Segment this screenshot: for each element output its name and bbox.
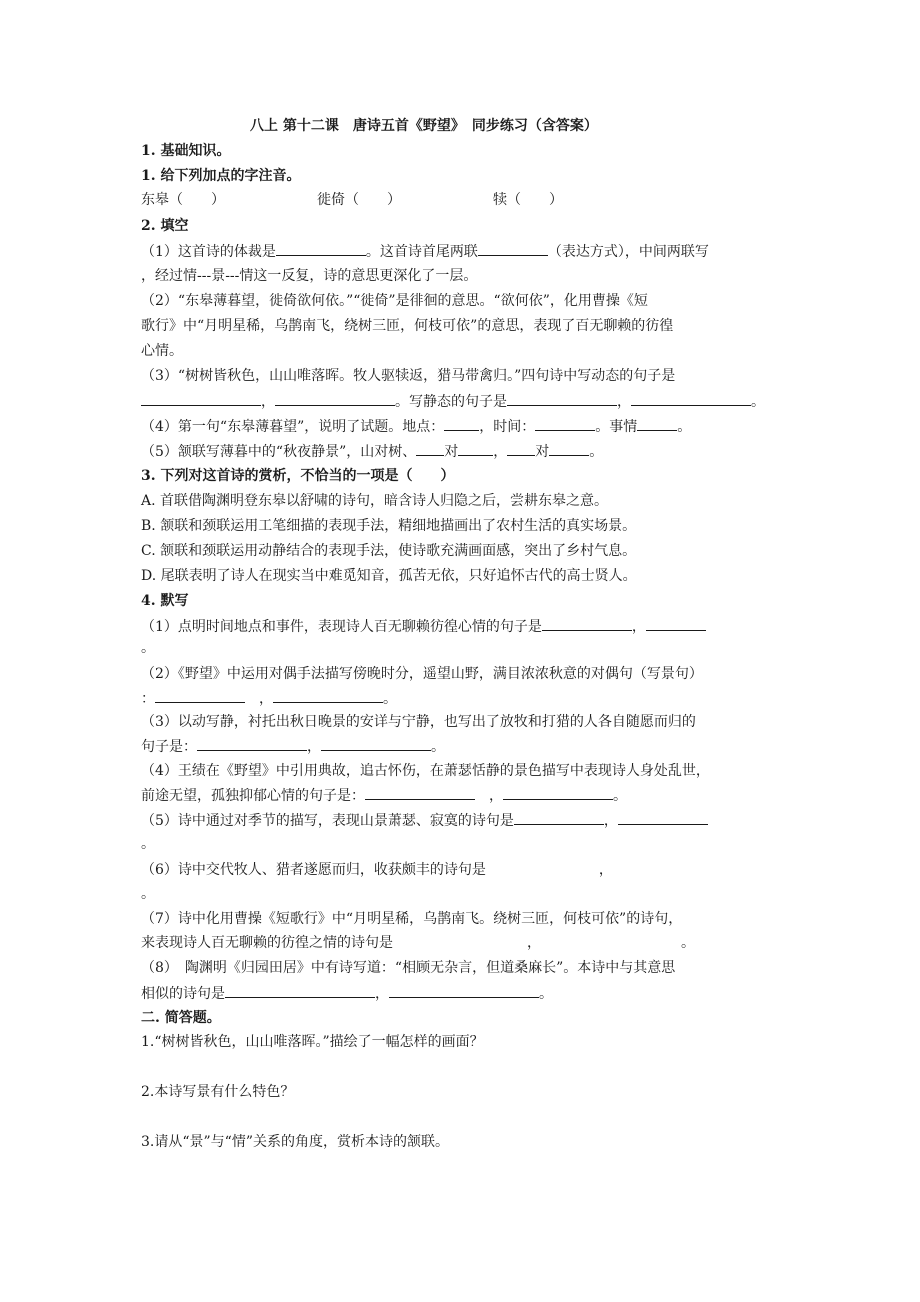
recite-5-end: 。 — [141, 836, 155, 852]
recite-4a: （4）王绩在《野望》中引用典故，追古怀伤，在萧瑟恬静的景色描写中表现诗人身处乱世， — [141, 763, 710, 779]
question-1-heading: 1. 给下列加点的字注音。 — [141, 168, 301, 184]
blank[interactable] — [507, 391, 617, 406]
short-question-2: 2.本诗写景有什么特色？ — [141, 1084, 295, 1100]
blank[interactable] — [549, 441, 589, 456]
pinyin-item-du: 犊（ ） — [493, 192, 563, 208]
blank[interactable] — [637, 416, 677, 431]
pinyin-item-donggao: 东皋（ ） — [141, 192, 225, 208]
fill-line-2a: （2）“东皋薄暮望，徙倚欲何依。”“徙倚”是徘徊的意思。“欲何依”，化用曹操《短 — [141, 293, 648, 309]
option-b[interactable]: B. 颔联和颈联运用工笔细描的表现手法，精细地描画出了农村生活的真实场景。 — [141, 518, 637, 534]
recite-3a: （3）以动写静，衬托出秋日晚景的安详与宁静，也写出了放牧和打猎的人各自随愿而归的 — [141, 714, 696, 730]
blank[interactable] — [514, 810, 604, 825]
pinyin-item-xiyi: 徙倚（ ） — [317, 192, 401, 208]
blank[interactable] — [389, 983, 539, 998]
blank[interactable] — [225, 983, 375, 998]
fill-line-1a: （1）这首诗的体裁是 。这首诗首尾两联 （表达方式），中间两联写 — [141, 241, 709, 262]
recite-7b: 来表现诗人百无聊赖的彷徨之情的诗句是 ， 。 — [141, 935, 695, 951]
recite-5: （5）诗中通过对季节的描写，表现山景萧瑟、寂寞的诗句是 ， — [141, 810, 708, 831]
blank[interactable] — [646, 616, 706, 631]
question-3-heading: 3. 下列对这首诗的赏析，不恰当的一项是（ ） — [141, 468, 455, 484]
fill-line-4: （4）第一句“东皋薄暮望”，说明了试题。地点： ，时间： 。事情 。 — [141, 416, 691, 437]
recite-3b: 句子是： ， 。 — [141, 736, 445, 757]
section-basic-heading: 1. 基础知识。 — [141, 143, 231, 159]
blank[interactable] — [458, 441, 493, 456]
recite-8b: 相似的诗句是 ， 。 — [141, 983, 553, 1004]
fill-line-5: （5）颔联写薄暮中的“秋夜静景”，山对树、 对 ， 对 。 — [141, 441, 603, 462]
blank[interactable] — [321, 736, 431, 751]
blank[interactable] — [535, 416, 595, 431]
blank[interactable] — [273, 688, 383, 703]
blank[interactable] — [444, 416, 479, 431]
recite-4b: 前途无望，孤独抑郁心情的句子是： ， 。 — [141, 785, 627, 806]
pinyin-row — [141, 190, 563, 210]
fill-line-3a: （3）“树树皆秋色，山山唯落晖。牧人驱犊返，猎马带禽归。”四句诗中写动态的句子是 — [141, 368, 676, 384]
short-question-1: 1.“树树皆秋色，山山唯落晖。”描绘了一幅怎样的画面？ — [141, 1034, 484, 1050]
page-title: 八上 第十二课 唐诗五首《野望》 同步练习（含答案） — [250, 118, 598, 134]
recite-1-end: 。 — [141, 640, 155, 656]
option-c[interactable]: C. 颔联和颈联运用动静结合的表现手法，使诗歌充满画面感，突出了乡村气息。 — [141, 543, 637, 559]
blank[interactable] — [365, 785, 475, 800]
blank[interactable] — [275, 391, 395, 406]
question-2-heading: 2. 填空 — [141, 218, 189, 234]
section-short-answer-heading: 二. 简答题。 — [141, 1010, 221, 1026]
blank[interactable] — [276, 241, 366, 256]
fill-line-1b: ，经过情---景---情这一反复，诗的意思更深化了一层。 — [141, 268, 478, 284]
recite-6: （6）诗中交代牧人、猎者遂愿而归，收获颇丰的诗句是 ， — [141, 862, 613, 878]
option-d[interactable]: D. 尾联表明了诗人在现实当中难觅知音，孤苦无依，只好追怀古代的高士贤人。 — [141, 568, 637, 584]
blank[interactable] — [503, 785, 613, 800]
fill-line-2c: 心情。 — [141, 343, 183, 359]
fill-line-2b: 歌行》中“月明星稀，乌鹊南飞，绕树三匝，何枝可依”的意思，表现了百无聊赖的彷徨 — [141, 318, 674, 334]
blank[interactable] — [416, 441, 444, 456]
option-a[interactable]: A. 首联借陶渊明登东皋以舒啸的诗句，暗含诗人归隐之后，尝耕东皋之意。 — [141, 493, 609, 509]
question-4-heading: 4. 默写 — [141, 593, 189, 609]
blank[interactable] — [197, 736, 307, 751]
recite-2b: ： ， 。 — [141, 688, 397, 709]
blank[interactable] — [631, 391, 751, 406]
recite-7a: （7）诗中化用曹操《短歌行》中“月明星稀，乌鹊南飞。绕树三匝，何枝可依”的诗句， — [141, 911, 683, 927]
fill-line-3b: ， 。写静态的句子是 ， 。 — [141, 391, 765, 412]
recite-6-end: 。 — [141, 886, 155, 902]
blank[interactable] — [478, 241, 548, 256]
blank[interactable] — [507, 441, 535, 456]
blank[interactable] — [155, 688, 245, 703]
blank[interactable] — [141, 391, 261, 406]
recite-8a: （8） 陶渊明《归园田居》中有诗写道：“相顾无杂言，但道桑麻长”。本诗中与其意思 — [141, 960, 676, 976]
blank[interactable] — [542, 616, 632, 631]
blank[interactable] — [618, 810, 708, 825]
recite-2a: （2）《野望》中运用对偶手法描写傍晚时分，遥望山野，满目浓浓秋意的对偶句（写景句） — [141, 666, 703, 682]
short-question-3: 3.请从“景”与“情”关系的角度，赏析本诗的颔联。 — [141, 1134, 449, 1150]
recite-1: （1）点明时间地点和事件，表现诗人百无聊赖彷徨心情的句子是 ， — [141, 616, 706, 637]
